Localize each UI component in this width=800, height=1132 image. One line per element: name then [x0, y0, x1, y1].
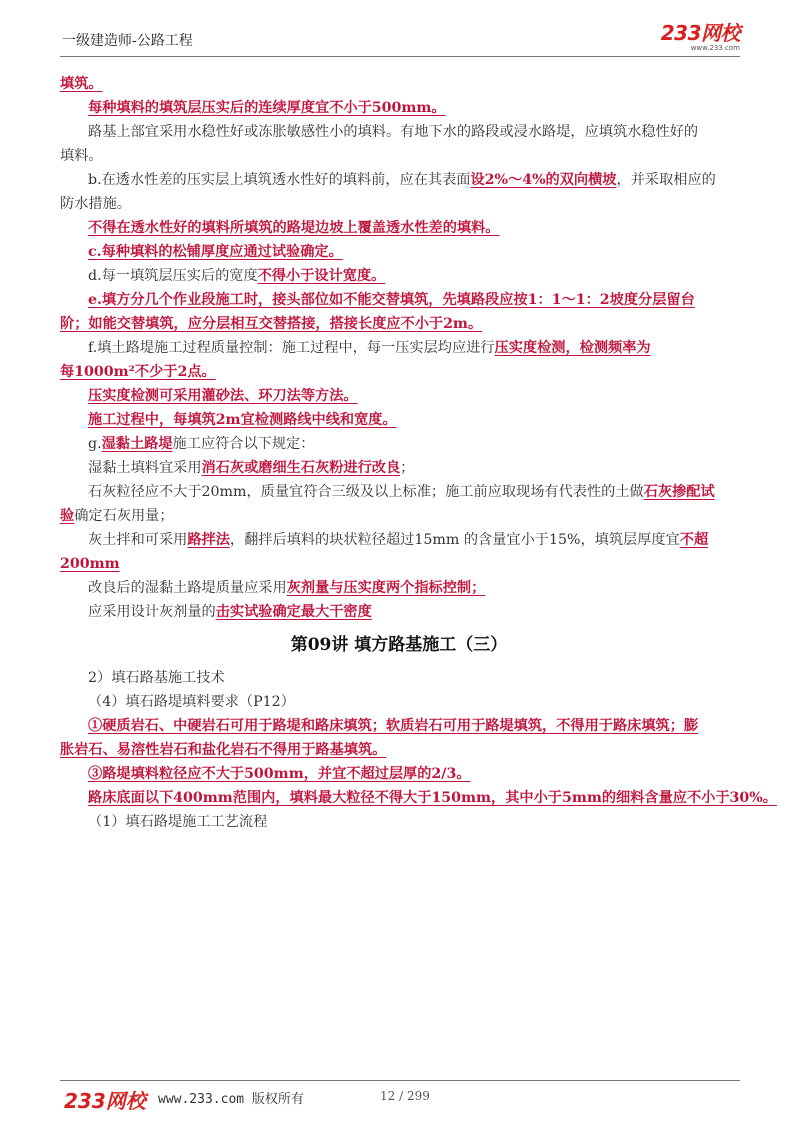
logo-text: 233网校 [660, 21, 740, 45]
text-line: 应采用设计灰剂量的击实试验确定最大干密度 [88, 604, 372, 620]
page-footer [60, 1080, 740, 1111]
logo-url: www.233.com [690, 44, 740, 52]
text-line: c.每种填料的松铺厚度应通过试验确定。 [88, 244, 343, 260]
text-line: 验确定石灰用量； [60, 508, 174, 524]
text-line: （1）填石路堤施工工艺流程 [88, 814, 268, 830]
text-line: （4）填石路堤填料要求（P12） [88, 694, 295, 710]
text-line: 施工过程中，每填筑2m宜检测路线中线和宽度。 [88, 412, 397, 428]
text-line: 压实度检测可采用灌砂法、环刀法等方法。 [88, 388, 358, 404]
text-line: 湿黏土填料宜采用消石灰或磨细生石灰粉进行改良； [88, 460, 415, 476]
text-line: 不得在透水性好的填料所填筑的路堤边坡上覆盖透水性差的填料。 [88, 220, 500, 236]
page-number: 12 / 299 [380, 1089, 430, 1103]
text-line: ③路堤填料粒径应不大于500mm，并宜不超过层厚的2/3。 [88, 766, 471, 782]
lecture-title: 第09讲 填方路基施工（三） [290, 635, 508, 655]
text-line: d.每一填筑层压实后的宽度不得小于设计宽度。 [88, 268, 386, 284]
text-line: 填料。 [60, 148, 103, 164]
text-line: 路床底面以下400mm范围内，填料最大粒径不得大于150mm，其中小于5mm的细料含量应不小于30%。 [88, 790, 777, 806]
document-body [60, 72, 777, 834]
text-line: 阶；如能交替填筑，应分层相互交替搭接，搭接长度应不小于2m。 [60, 316, 483, 332]
text-line: b.在透水性差的压实层上填筑透水性好的填料前，应在其表面设2%～4%的双向横坡，并采取相应的 [88, 172, 716, 188]
footer-logo: 233网校 [64, 1089, 146, 1113]
text-line: f.填土路堤施工过程质量控制：施工过程中，每一压实层均应进行压实度检测，检测频率为 [88, 340, 651, 356]
header-title: 一级建造师-公路工程 [62, 33, 193, 49]
text-line: 灰土拌和可采用路拌法，翻拌后填料的块状粒径超过15mm 的含量宜小于15%，填筑层厚度宜不超 [88, 532, 709, 548]
page-header [60, 22, 740, 57]
text-line: 路基上部宜采用水稳性好或冻胀敏感性小的填料。有地下水的路段或浸水路堤，应填筑水稳性好的 [88, 124, 699, 140]
text-line: 每种填料的填筑层压实后的连续厚度宜不小于500mm。 [88, 100, 446, 116]
text-line: 填筑。 [60, 76, 103, 92]
text-line: 胀岩石、易溶性岩石和盐化岩石不得用于路基填筑。 [60, 742, 387, 758]
text-line: 改良后的湿黏土路堤质量应采用灰剂量与压实度两个指标控制； [88, 580, 486, 596]
brand-logo [661, 22, 740, 52]
text-line: 每1000m²不少于2点。 [60, 364, 216, 380]
text-line: 200mm [60, 556, 120, 572]
text-line: 石灰粒径应不大于20mm，质量宜符合三级及以上标准；施工前应取现场有代表性的土做石灰掺配试 [88, 484, 715, 500]
text-line: e.填方分几个作业段施工时，接头部位如不能交替填筑，先填路段应按1：1～1：2坡度分层留台 [88, 292, 695, 308]
text-line: ①硬质岩石、中硬岩石可用于路堤和路床填筑；软质岩石可用于路堤填筑，不得用于路床填筑；膨 [88, 718, 699, 734]
text-line: 防水措施。 [60, 196, 131, 212]
text-line: 2）填石路基施工技术 [88, 670, 225, 686]
footer-copyright: www.233.com 版权所有 [158, 1092, 304, 1107]
text-line: g.湿黏土路堤施工应符合以下规定： [88, 436, 315, 452]
